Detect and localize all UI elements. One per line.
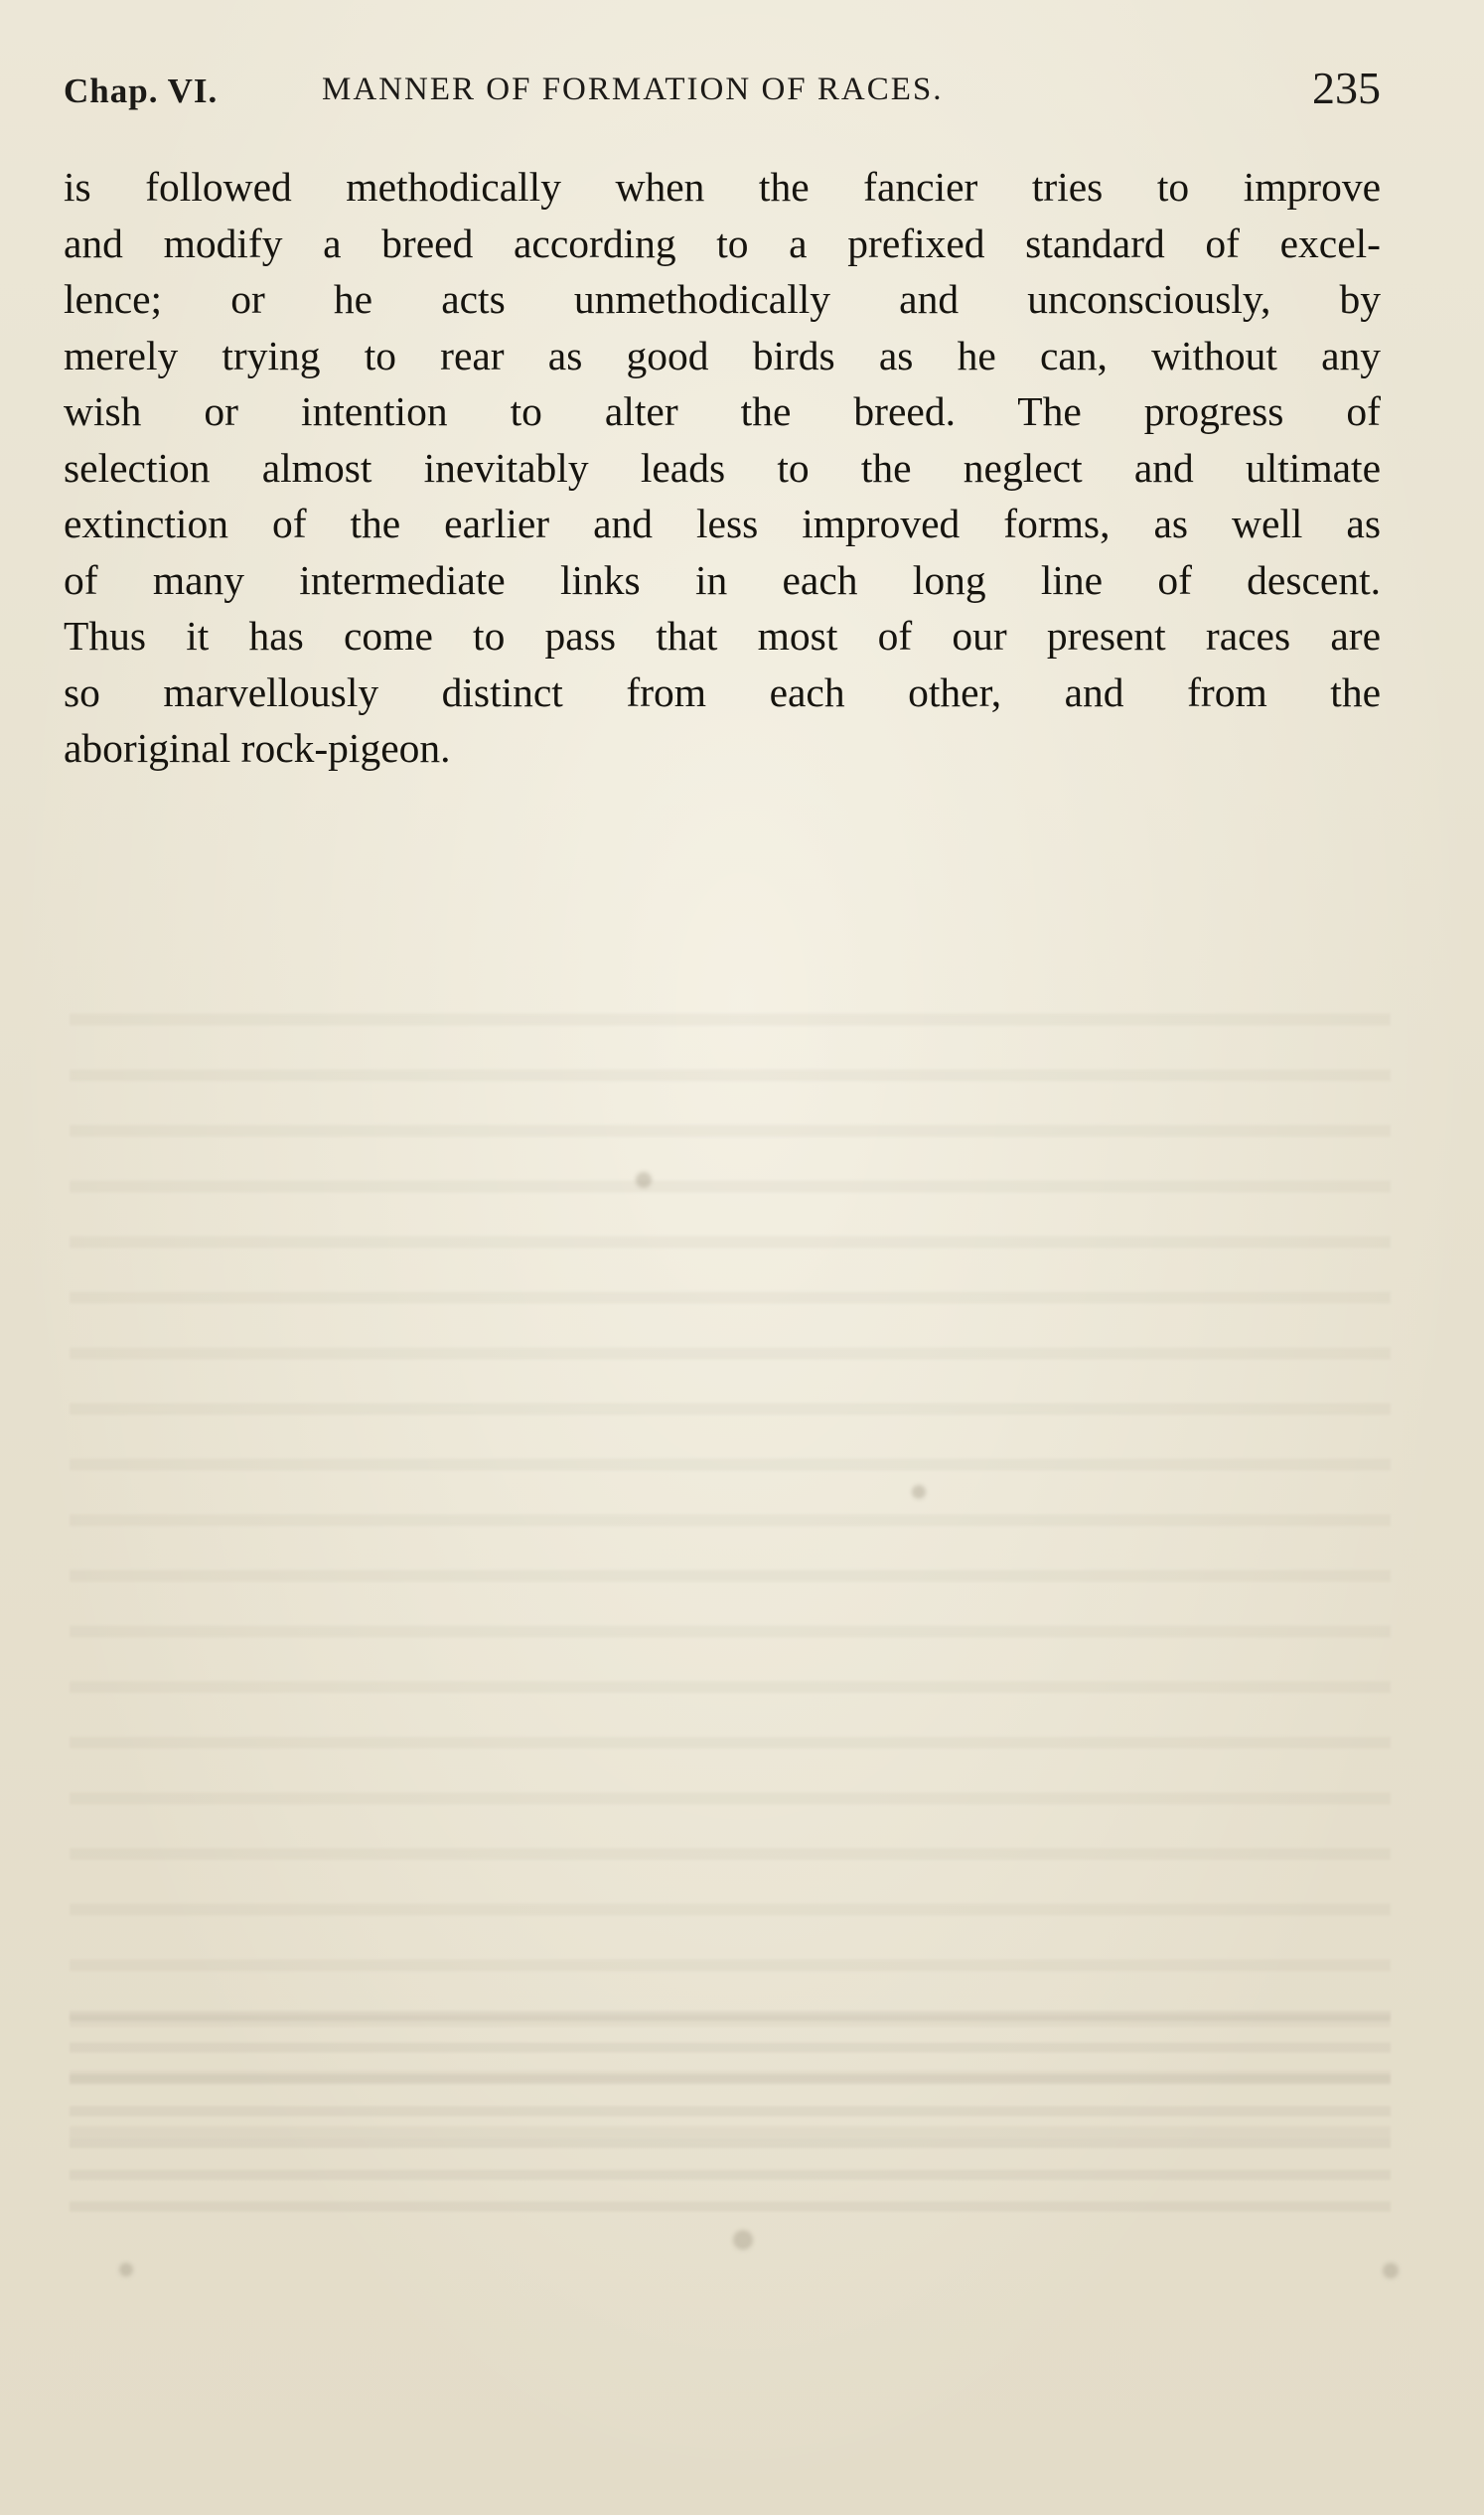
text-line: aboriginal rock-pigeon. [64, 725, 451, 771]
text-line: selection almost inevitably leads to the neglect and ultimate [64, 444, 1381, 491]
paper-spot [912, 1485, 926, 1499]
text-line: merely trying to rear as good birds as he can, without any [64, 332, 1381, 378]
chapter-label: Chap. VI. [64, 72, 219, 110]
text-line: lence; or he acts unmethodically and unconsciously, by [64, 276, 1381, 322]
text-line: so marvellously distinct from each other, and from the [64, 668, 1381, 715]
paper-spot [119, 2263, 133, 2277]
text-line: wish or intention to alter the breed. The progress of [64, 388, 1381, 434]
text-line: of many intermediate links in each long line of descent. [64, 556, 1381, 603]
running-head [64, 62, 1381, 121]
paper-spot [733, 2230, 753, 2250]
body-paragraph [64, 159, 1381, 777]
paper-spot [636, 1172, 652, 1188]
text-line: extinction of the earlier and less improved forms, as well as [64, 501, 1381, 546]
paper-spot [1383, 2263, 1399, 2279]
page-number: 235 [1312, 63, 1381, 113]
show-through-footnotes [70, 1997, 1391, 2225]
text-line: and modify a breed according to a prefixed standard of excel- [64, 220, 1381, 266]
text-line: Thus it has come to pass that most of our present races are [64, 613, 1381, 659]
running-title: MANNER OF FORMATION OF RACES. [322, 72, 944, 107]
text-line: is followed methodically when the fancier tries to improve [64, 164, 1381, 210]
